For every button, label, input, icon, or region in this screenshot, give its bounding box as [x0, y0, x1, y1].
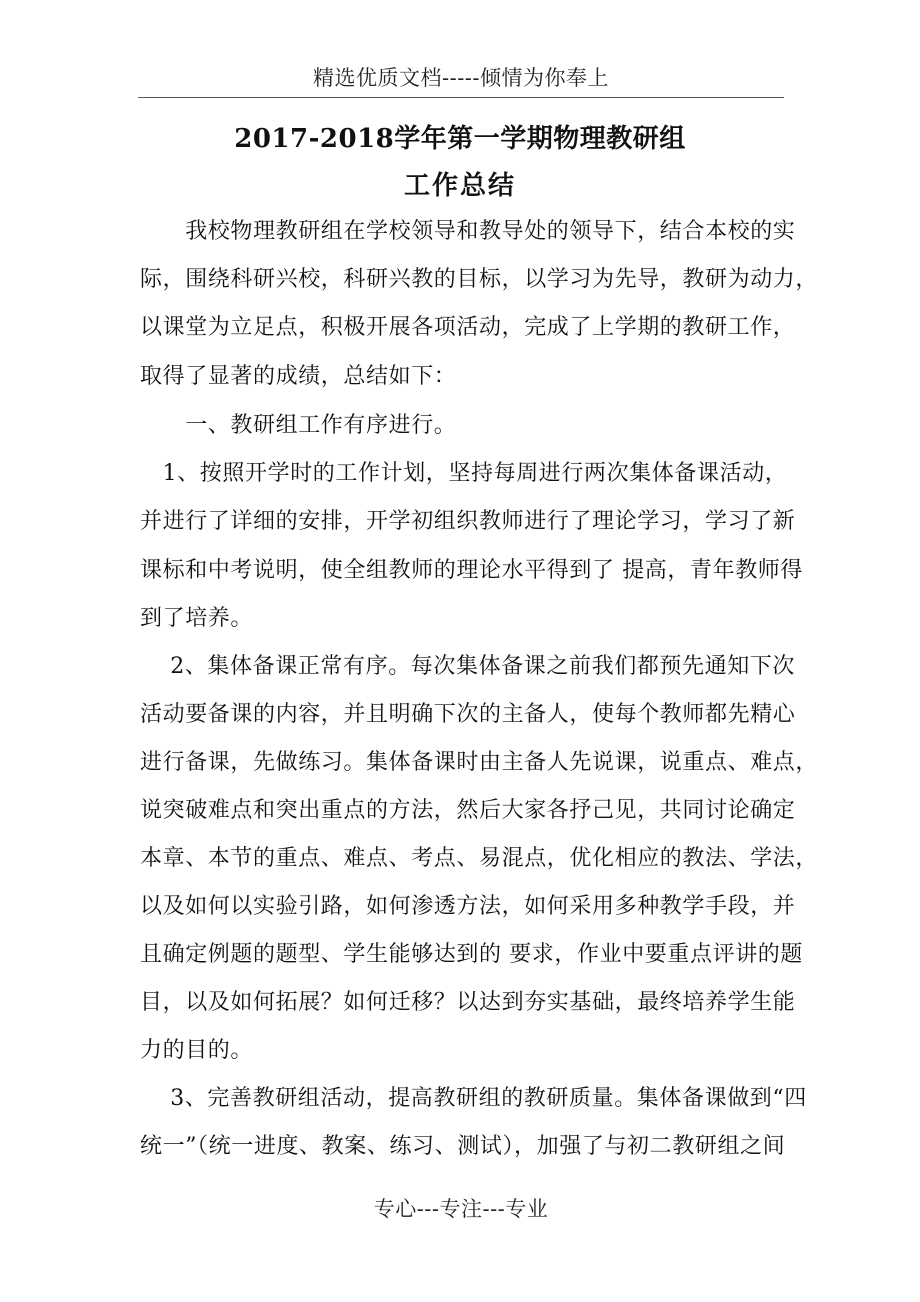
body-line: 以及如何以实验引路，如何渗透方法，如何采用多种教学手段，并 — [140, 894, 796, 919]
body-line: 以课堂为立足点，积极开展各项活动，完成了上学期的教研工作， — [140, 315, 796, 340]
page-header: 精选优质文档-----倾情为你奉上 — [313, 66, 609, 90]
header-divider — [138, 97, 784, 98]
body-line: 目，以及如何拓展？如何迁移？以达到夯实基础，最终培养学生能 — [140, 990, 796, 1015]
document-title-line-1: 2017-2018学年第一学期物理教研组 — [234, 124, 686, 154]
body-line: 本章、本节的重点、难点、考点、易混点，优化相应的教法、学法， — [140, 846, 819, 871]
body-line: 进行备课，先做练习。集体备课时由主备人先说课，说重点、难点， — [140, 750, 819, 775]
body-line: 力的目的。 — [140, 1038, 254, 1063]
section-heading: 一、教研组工作有序进行。 — [140, 413, 457, 438]
body-line: 并进行了详细的安排，开学初组织教师进行了理论学习，学习了新 — [140, 509, 796, 534]
body-line: 活动要备课的内容，并且明确下次的主备人，使每个教师都先精心 — [140, 702, 796, 727]
body-line: 我校物理教研组在学校领导和教导处的领导下，结合本校的实 — [140, 219, 796, 244]
body-line: 2、集体备课正常有序。每次集体备课之前我们都预先通知下次 — [140, 654, 795, 679]
body-line: 到了培养。 — [140, 606, 254, 631]
document-title-line-2: 工作总结 — [403, 171, 516, 201]
body-line: 且确定例题的题型、学生能够达到的 要求，作业中要重点评讲的题 — [140, 942, 803, 967]
body-line: 取得了显著的成绩，总结如下： — [140, 364, 457, 389]
body-line: 1、按照开学时的工作计划，坚持每周进行两次集体备课活动， — [140, 461, 788, 486]
body-line: 课标和中考说明，使全组教师的理论水平得到了 提高，青年教师得 — [140, 558, 803, 583]
body-line: 说突破难点和突出重点的方法，然后大家各抒己见，共同讨论确定 — [140, 798, 796, 823]
body-line: 际，围绕科研兴校，科研兴教的目标，以学习为先导，教研为动力， — [140, 267, 819, 292]
body-line: 统一”（统一进度、教案、练习、测试），加强了与初二教研组之间 — [140, 1134, 786, 1159]
page-footer: 专心---专注---专业 — [373, 1197, 549, 1221]
body-line: 3、完善教研组活动，提高教研组的教研质量。集体备课做到“四 — [140, 1086, 807, 1111]
